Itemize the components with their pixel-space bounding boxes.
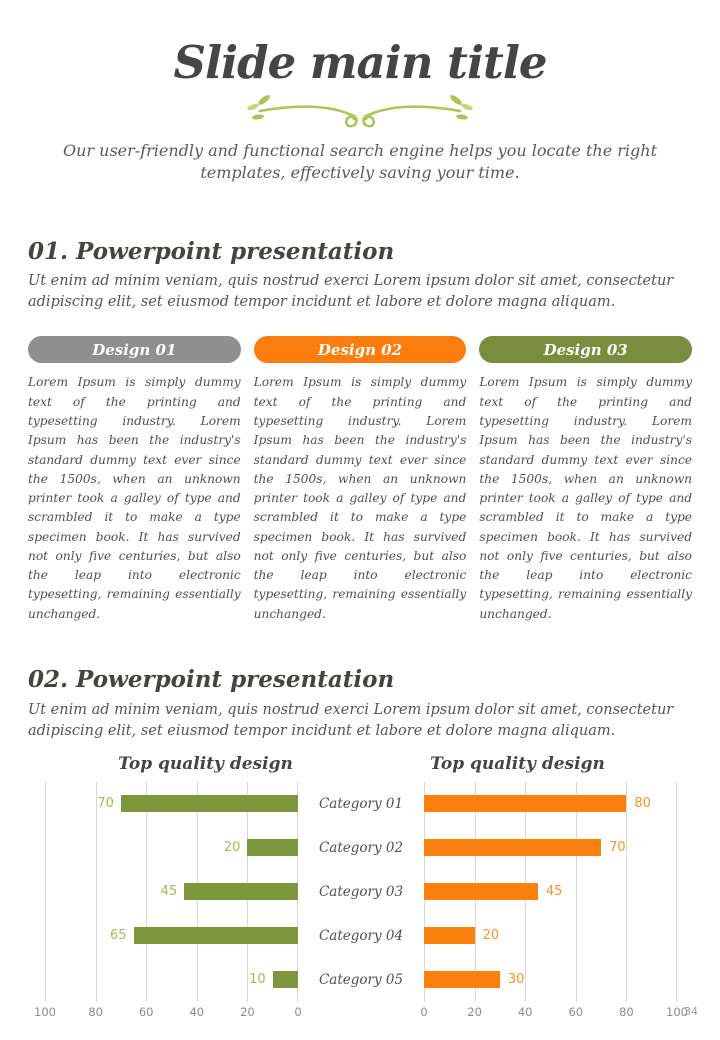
section-02-intro: Ut enim ad minim veniam, quis nostrud exerci Lorem ipsum dolor sit amet, consectetur adipiscing elit, set eiusmod tempor incidunt et labore et dolore magna aliquam. bbox=[28, 701, 674, 739]
chart-right-plot bbox=[424, 782, 677, 1002]
section-01-heading: 01. Powerpoint presentation bbox=[28, 237, 395, 265]
category-label: Category 05 bbox=[318, 971, 404, 988]
section-02 bbox=[0, 666, 720, 742]
category-label: Category 04 bbox=[318, 927, 404, 944]
section-01-intro: Ut enim ad minim veniam, quis nostrud exerci Lorem ipsum dolor sit amet, consectetur adipiscing elit, set eiusmod tempor incidunt et labore et dolore magna aliquam. bbox=[28, 273, 674, 311]
bar bbox=[134, 927, 298, 944]
chart-left bbox=[34, 753, 302, 1023]
bar-value-label: 20 bbox=[482, 928, 500, 944]
category-label: Category 03 bbox=[318, 883, 404, 900]
bar bbox=[424, 927, 475, 944]
bar-row bbox=[424, 826, 677, 870]
chart-right bbox=[420, 753, 688, 1023]
chart-right-axis bbox=[420, 1004, 688, 1023]
charts-area bbox=[34, 753, 720, 1023]
category-label: Category 01 bbox=[318, 795, 404, 812]
bar-value-label: 80 bbox=[634, 796, 651, 812]
design-column-2 bbox=[254, 336, 467, 623]
axis-tick: 40 bbox=[189, 1004, 205, 1019]
section-01 bbox=[0, 238, 720, 624]
design-columns bbox=[28, 336, 692, 623]
design-column-3 bbox=[479, 336, 692, 623]
bar bbox=[184, 883, 298, 900]
vine-flourish-icon bbox=[244, 90, 476, 132]
design-02-body: Lorem Ipsum is simply dummy text of the printing and typesetting industry. Lorem Ipsum has been the industry's standard dummy text ever since the 1500s, when an unknown printer took a galley of type and scrambled it to make a type specimen book. It has survived not only five centuries, but also the leap into electronic typesetting, remaining essentially unchanged. bbox=[253, 375, 467, 621]
page-subtitle: Our user-friendly and functional search engine helps you locate the right templates, effectively saving your time. bbox=[63, 140, 657, 182]
design-column-1 bbox=[28, 336, 241, 623]
bar bbox=[424, 839, 601, 856]
bar bbox=[424, 795, 626, 812]
page-number: 34 bbox=[684, 1005, 698, 1018]
chart-left-plot bbox=[45, 782, 298, 1002]
axis-tick: 20 bbox=[467, 1004, 482, 1019]
bar bbox=[424, 971, 500, 988]
category-label: Category 02 bbox=[318, 839, 404, 856]
design-02-badge: Design 02 bbox=[254, 336, 467, 363]
bar bbox=[273, 971, 298, 988]
page-title: Slide main title bbox=[173, 36, 547, 89]
page-header bbox=[0, 0, 720, 184]
bar-value-label: 65 bbox=[110, 928, 127, 944]
bar-value-label: 70 bbox=[609, 840, 626, 856]
axis-tick: 60 bbox=[138, 1004, 154, 1019]
design-01-badge: Design 01 bbox=[28, 336, 241, 363]
bar-value-label: 30 bbox=[507, 972, 525, 988]
bar-value-label: 70 bbox=[97, 796, 114, 812]
axis-tick: 60 bbox=[568, 1004, 584, 1019]
bar-row bbox=[424, 782, 677, 826]
axis-tick: 0 bbox=[420, 1004, 428, 1019]
axis-tick: 80 bbox=[88, 1004, 103, 1019]
axis-tick: 100 bbox=[34, 1004, 56, 1019]
chart-left-title: Top quality design bbox=[118, 753, 293, 774]
bar-row bbox=[45, 870, 298, 914]
bar-row bbox=[45, 826, 298, 870]
bar-value-label: 20 bbox=[223, 840, 241, 856]
axis-tick: 80 bbox=[619, 1004, 634, 1019]
design-01-body: Lorem Ipsum is simply dummy text of the printing and typesetting industry. Lorem Ipsum has been the industry's standard dummy text ever since the 1500s, when an unknown printer took a galley of type and scrambled it to make a type specimen book. It has survived not only five centuries, but also the leap into electronic typesetting, remaining essentially unchanged. bbox=[28, 375, 241, 621]
design-03-badge: Design 03 bbox=[479, 336, 692, 363]
bar-row bbox=[424, 958, 677, 1002]
axis-tick: 20 bbox=[240, 1004, 255, 1019]
bar-row bbox=[45, 914, 298, 958]
bar-row bbox=[45, 782, 298, 826]
bar-row bbox=[424, 870, 677, 914]
bar-value-label: 45 bbox=[545, 884, 563, 900]
axis-tick: 40 bbox=[517, 1004, 533, 1019]
bar bbox=[424, 883, 538, 900]
chart-category-labels bbox=[298, 754, 424, 1023]
bar bbox=[121, 795, 298, 812]
chart-right-title: Top quality design bbox=[430, 753, 605, 774]
bar-value-label: 10 bbox=[249, 972, 266, 988]
bar bbox=[247, 839, 298, 856]
bar-value-label: 45 bbox=[160, 884, 178, 900]
vine-leaves-left bbox=[247, 93, 272, 120]
bar-row bbox=[424, 914, 677, 958]
section-02-heading: 02. Powerpoint presentation bbox=[28, 665, 395, 693]
axis-tick: 100 bbox=[666, 1004, 688, 1019]
axis-tick: 0 bbox=[294, 1004, 302, 1019]
chart-left-axis bbox=[34, 1004, 302, 1023]
vine-leaves-right bbox=[449, 93, 474, 120]
design-03-body: Lorem Ipsum is simply dummy text of the printing and typesetting industry. Lorem Ipsum has been the industry's standard dummy text ever since the 1500s, when an unknown printer took a galley of type and scrambled it to make a type specimen book. It has survived not only five centuries, but also the leap into electronic typesetting, remaining essentially unchanged. bbox=[479, 375, 692, 621]
bar-row bbox=[45, 958, 298, 1002]
